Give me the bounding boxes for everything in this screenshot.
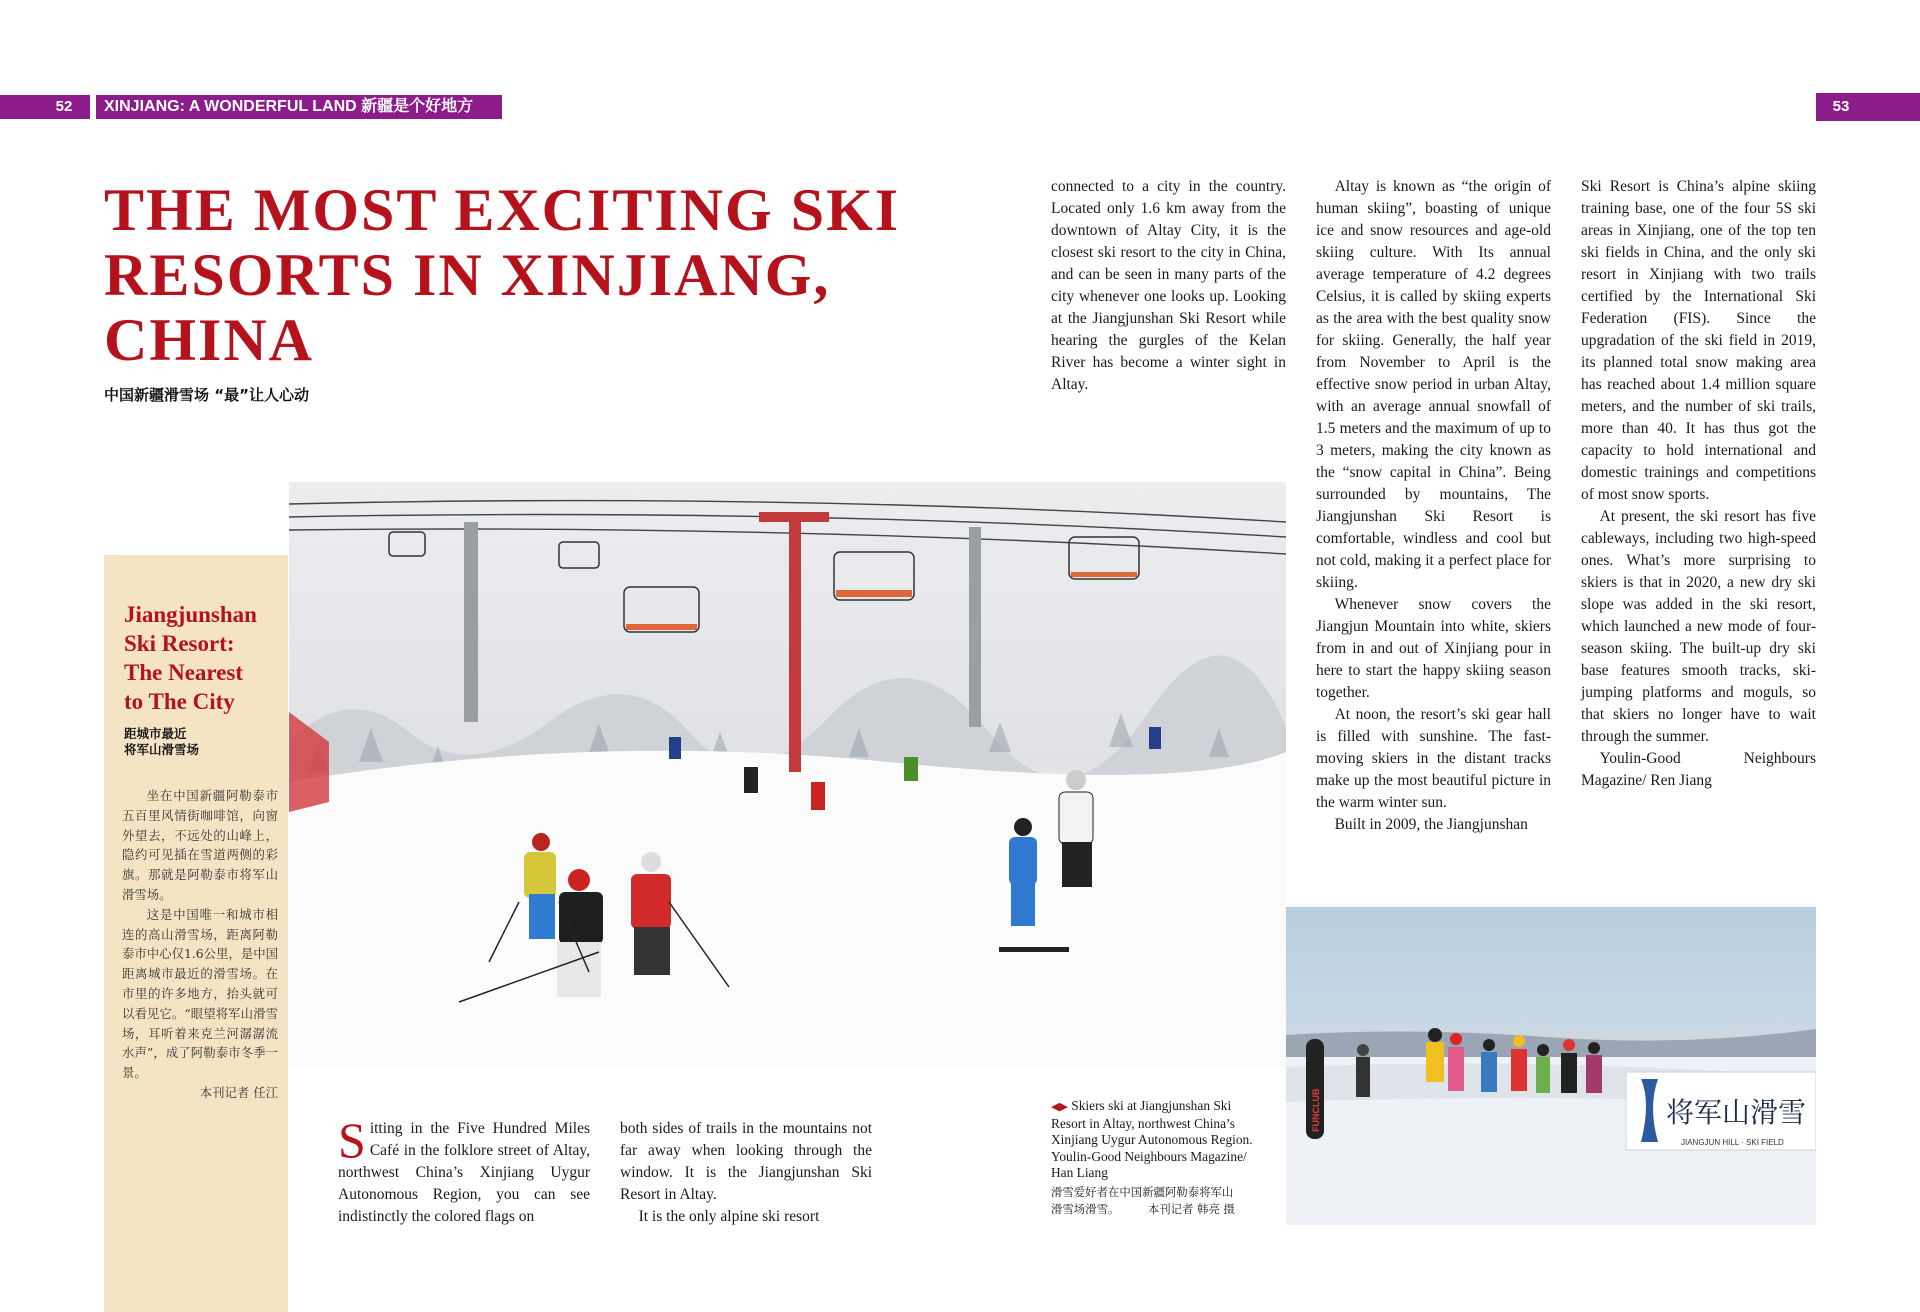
- board-text: FUNCLUB: [1311, 1088, 1321, 1132]
- title-line: RESORTS IN XINJIANG,: [104, 242, 831, 308]
- sidebar-subtitle-line: 距城市最近: [124, 726, 187, 741]
- body-column-3: [1051, 176, 1286, 396]
- body-paragraph: Built in 2009, the Jiangjunshan: [1334, 816, 1528, 833]
- title-line: CHINA: [104, 307, 315, 373]
- body-paragraph: Whenever snow covers the Jiangjun Mountain into white, skiers from in and out of Xinjiang pour in here to start the happy skiing season together.: [1316, 596, 1551, 701]
- title-line: THE MOST EXCITING SKI: [104, 177, 901, 243]
- sidebar-title-line: Ski Resort:: [124, 631, 235, 656]
- photo-caption-cn: [1051, 1184, 1269, 1218]
- caption-cn-line: 滑雪场滑雪。 本刊记者 韩亮 摄: [1051, 1202, 1235, 1216]
- dropcap: S: [338, 1112, 366, 1168]
- sign-text: 将军山滑雪: [1666, 1096, 1807, 1129]
- sidebar-title-line: The Nearest: [124, 660, 244, 685]
- group-photo-illustration: [1286, 907, 1816, 1225]
- sidebar-paragraph: 坐在中国新疆阿勒泰市五百里风情街咖啡馆，向窗外望去，不远处的山峰上，隐约可见插在雪道两侧的彩旗。那就是阿勒泰市将军山滑雪场。: [122, 788, 278, 902]
- left-page-number: 52: [55, 98, 73, 115]
- right-page-number: 53: [1832, 98, 1850, 115]
- body-column-4: [1316, 176, 1551, 836]
- article-credit: Youlin-Good Neighbours Magazine/ Ren Jiang: [1581, 750, 1816, 789]
- body-paragraph: [338, 1112, 590, 1228]
- body-column-2: [620, 1118, 872, 1228]
- section-title: XINJIANG: A WONDERFUL LAND 新疆是个好地方: [104, 98, 474, 115]
- sign-subtext: JIANGJUN HILL · SKI FIELD: [1681, 1138, 1784, 1147]
- ski-slope-photo: [289, 482, 1286, 1067]
- sidebar-title-line: to The City: [124, 689, 235, 714]
- caption-cn-line: 滑雪爱好者在中国新疆阿勒泰将军山: [1051, 1185, 1234, 1199]
- left-page-header: [0, 95, 502, 119]
- body-column-5: [1581, 176, 1816, 792]
- body-paragraph: Altay is known as “the origin of human skiing”, boasting of unique ice and snow resources and age-old skiing culture. With Its annual average temperature of 4.2 degrees Celsius, it is called by skiing experts as the area with the best quality snow for skiing. Generally, the half year from November to April is the effective snow period in urban Altay, with an average annual snowfall of 1.5 meters and the maximum of up to 3 meters, making the city known as the “snow capital in China”. Being surrounded by mountains, The Jiangjunshan Ski Resort is comfortable, windless and cool but not cold, making it a perfect place for skiing.: [1316, 178, 1551, 591]
- sidebar-paragraph: 这是中国唯一和城市相连的高山滑雪场，距离阿勒泰市中心仅1.6公里，是中国距离城市最近的滑雪场。在市里的许多地方，抬头就可以看见它。“眼望将军山滑雪场，耳听着来克兰河潺潺流水声”，成了阿勒泰市冬季一景。: [122, 906, 279, 1081]
- group-photo: [1286, 907, 1816, 1225]
- sidebar-subtitle-cn: [124, 726, 199, 758]
- photo-caption-en: [1051, 1098, 1263, 1182]
- sidebar-subtitle-line: 将军山滑雪场: [124, 742, 200, 757]
- right-page-header: [1816, 93, 1920, 121]
- ski-slope-illustration: [289, 482, 1286, 1067]
- body-paragraph: It is the only alpine ski resort: [638, 1208, 820, 1225]
- body-paragraph: connected to a city in the country. Located only 1.6 km away from the downtown of Altay City, it is the closest ski resort to the city in China, and can be seen in many parts of the city whenever one looks up. Looking at the Jiangjunshan Ski Resort while hearing the gurgles of the Kelan River has become a winter sight in Altay.: [1051, 178, 1286, 393]
- sidebar-body-cn: [122, 786, 278, 1103]
- body-paragraph: Ski Resort is China’s alpine skiing training base, one of the four 5S ski areas in Xinjiang, one of the top ten ski fields in China, and the only ski resort in Xinjiang with two trails certified by the International Ski Federation (FIS). Since the upgradation of the ski field in 2019, its planned total snow making area has reached about 1.4 million square meters, and the number of ski trails, more than 40. It has thus got the capacity to hold international and domestic trainings and competitions of most snow sports.: [1581, 178, 1816, 503]
- sidebar-credit: 本刊记者 任江: [199, 1084, 278, 1100]
- body-paragraph: both sides of trails in the mountains not far away when looking through the window. It is the Jiangjunshan Ski Resort in Altay.: [620, 1120, 872, 1203]
- body-paragraph: At noon, the resort’s ski gear hall is filled with sunshine. The fast-moving skiers in the distant tracks make up the most beautiful picture in the warm winter sun.: [1316, 706, 1551, 811]
- body-text: itting in the Five Hundred Miles Café in the folklore street of Altay, northwest China’s Xinjiang Uygur Autonomous Region, you can see indistinctly the colored flags on: [338, 1120, 590, 1225]
- article-title: [104, 178, 904, 373]
- caption-text: Skiers ski at Jiangjunshan Ski Resort in Altay, northwest China’s Xinjiang Uygur Autonomous Region. Youlin-Good Neighbours Magazine/ Han Liang: [1051, 1098, 1253, 1181]
- body-paragraph: At present, the ski resort has five cableways, including two high-speed ones. What’s more surprising to skiers is that in 2020, a new dry ski slope was added in the ski resort, which launched a new mode of four-season skiing. The built-up dry ski base features smooth tracks, ski-jumping platforms and moguls, so that skiers no longer have to wait through the summer.: [1581, 508, 1816, 745]
- article-subtitle-cn: 中国新疆滑雪场 “最”让人心动: [104, 386, 309, 404]
- caption-arrows-icon: ◀▶: [1051, 1100, 1068, 1113]
- sidebar-title: [124, 600, 294, 716]
- body-column-1: [338, 1112, 590, 1228]
- sidebar-title-line: Jiangjunshan: [124, 602, 257, 627]
